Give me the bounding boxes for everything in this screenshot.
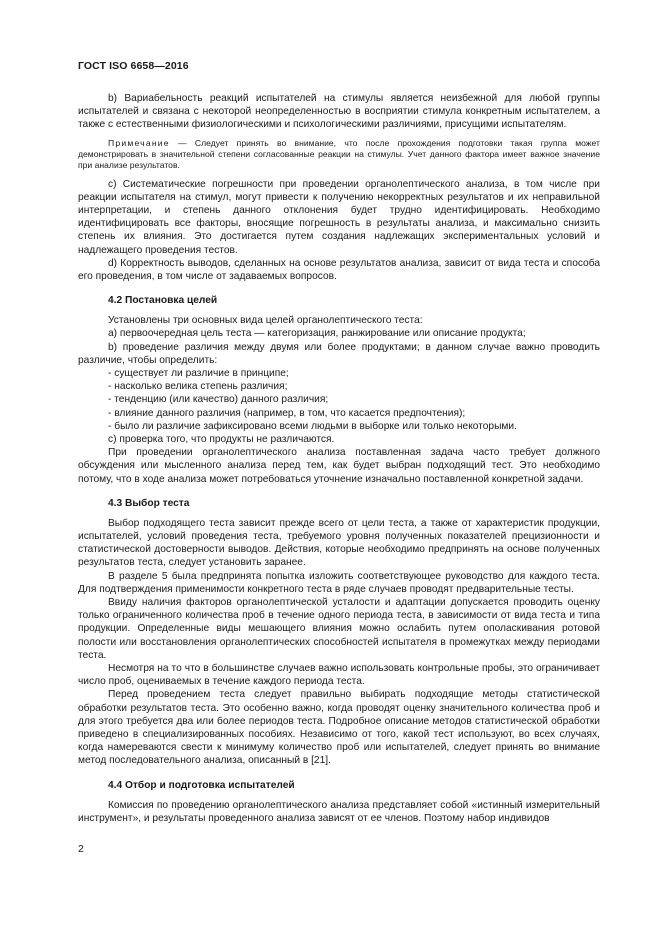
paragraph: b) проведение различия между двумя или более продуктами; в данном случае важно проводить различие, чтобы определить: bbox=[78, 341, 600, 366]
note-text: — Следует принять во внимание, что после прохождения подготовки такая группа может демонстрировать в значительной степени согласованные реакции на стимулы. Учет данного фактора имеет важное значение при анализе результатов. bbox=[78, 137, 600, 171]
list-item: - влияние данного различия (например, в том, что касается предпочтения); bbox=[78, 407, 600, 420]
list-item: - тенденцию (или качество) данного различия; bbox=[78, 393, 600, 406]
paragraph: Несмотря на то что в большинстве случаев важно использовать контрольные пробы, это ограничивает число проб, оцениваемых в течение каждого периода теста. bbox=[78, 663, 600, 688]
paragraph: c) проверка того, что продукты не различаются. bbox=[108, 433, 335, 445]
paragraph-d: d) Корректность выводов, сделанных на основе результатов анализа, зависит от вида теста и способа его проведения, в том числе от задаваемых вопросов. bbox=[78, 257, 600, 282]
list-item: - было ли различие зафиксировано всеми людьми в выборке или только некоторыми. bbox=[78, 420, 600, 433]
note bbox=[78, 138, 600, 172]
paragraph: Выбор подходящего теста зависит прежде всего от цели теста, а также от характеристик продукции, испытателей, условий проведения теста, требуемого уровня полученных показателей прецизионности и статистической достоверности выводов. Действия, которые необходимо предпринять на основе полученных результатов теста, следует установить заранее. bbox=[78, 517, 600, 569]
section-heading-4-4: 4.4 Отбор и подготовка испытателей bbox=[108, 779, 295, 791]
paragraph: В разделе 5 была предпринята попытка изложить соответствующее руководство для каждого теста. Для подтверждения применимости конкретного теста в ряде случаев проводят предварительные тесты. bbox=[78, 570, 600, 595]
paragraph: Ввиду наличия факторов органолептической усталости и адаптации допускается проводить оценку только ограниченного количества проб в течение одного периода теста, в зависимости от вида теста и типа продукции. Определенные виды мешающего влияния можно ослабить путем ополаскивания ротовой полости или восстановления органолептических способностей испытателя в промежутках между периодами теста. bbox=[78, 596, 600, 661]
paragraph-b: b) Вариабельность реакций испытателей на стимулы является неизбежной для любой группы испытателей и связана с некоторой неопределенностью в восприятии стимула конкретным испытателем, а также с естественными физиологическими и психологическими различиями, присущими испытателям. bbox=[78, 93, 600, 131]
paragraph: Перед проведением теста следует правильно выбирать подходящие методы статистической обработки результатов теста. Это особенно важно, когда проводят оценку значительного количества проб и для этого требуется два или более периодов теста. Подробное описание методов статистической обработки приведено в специализированных пособиях. Независимо от того, какой тест используют, во всех случаях, когда намереваются свести к минимуму количество проб или испытателей, следует принять во внимание метод последовательного анализа, описанный в [21]. bbox=[78, 689, 600, 767]
page-number: 2 bbox=[78, 843, 84, 855]
document-header: ГОСТ ISO 6658—2016 bbox=[78, 60, 189, 72]
list-item: - существует ли различие в принципе; bbox=[78, 367, 600, 380]
difference-list bbox=[78, 367, 600, 433]
document-body bbox=[78, 92, 600, 825]
list-item: - насколько велика степень различия; bbox=[78, 380, 600, 393]
paragraph: Комиссия по проведению органолептического анализа представляет собой «истинный измерительный инструмент», и результаты проведенного анализа зависят от ее членов. Поэтому набор индивидов bbox=[78, 799, 600, 824]
note-label: Примечание bbox=[108, 137, 170, 148]
section-heading-4-3: 4.3 Выбор теста bbox=[108, 497, 190, 509]
paragraph: a) первоочередная цель теста — категоризация, ранжирование или описание продукта; bbox=[108, 328, 526, 340]
section-heading-4-2: 4.2 Постановка целей bbox=[108, 295, 218, 307]
paragraph: При проведении органолептического анализа поставленная задача часто требует должного обсуждения или мысленного анализа перед тем, как будет выбран подходящий тест. Это необходимо потому, что в ходе анализа может потребоваться уточнение изначально поставленной конкретной задачи. bbox=[78, 447, 600, 485]
paragraph: Установлены три основных вида целей органолептического теста: bbox=[108, 315, 423, 327]
paragraph-c: c) Систематические погрешности при проведении органолептического анализа, в том числе при реакции испытателя на стимул, могут привести к получению некорректных результатов и их неправильной интерпретации, и степень данного отклонения будет трудно идентифицировать. Необходимо идентифицировать все факторы, вносящие погрешность в результаты анализа, и максимально снизить степень их влияния. Это достигается путем создания надлежащих экспериментальных условий и надлежащего проведения тестов. bbox=[78, 178, 600, 256]
